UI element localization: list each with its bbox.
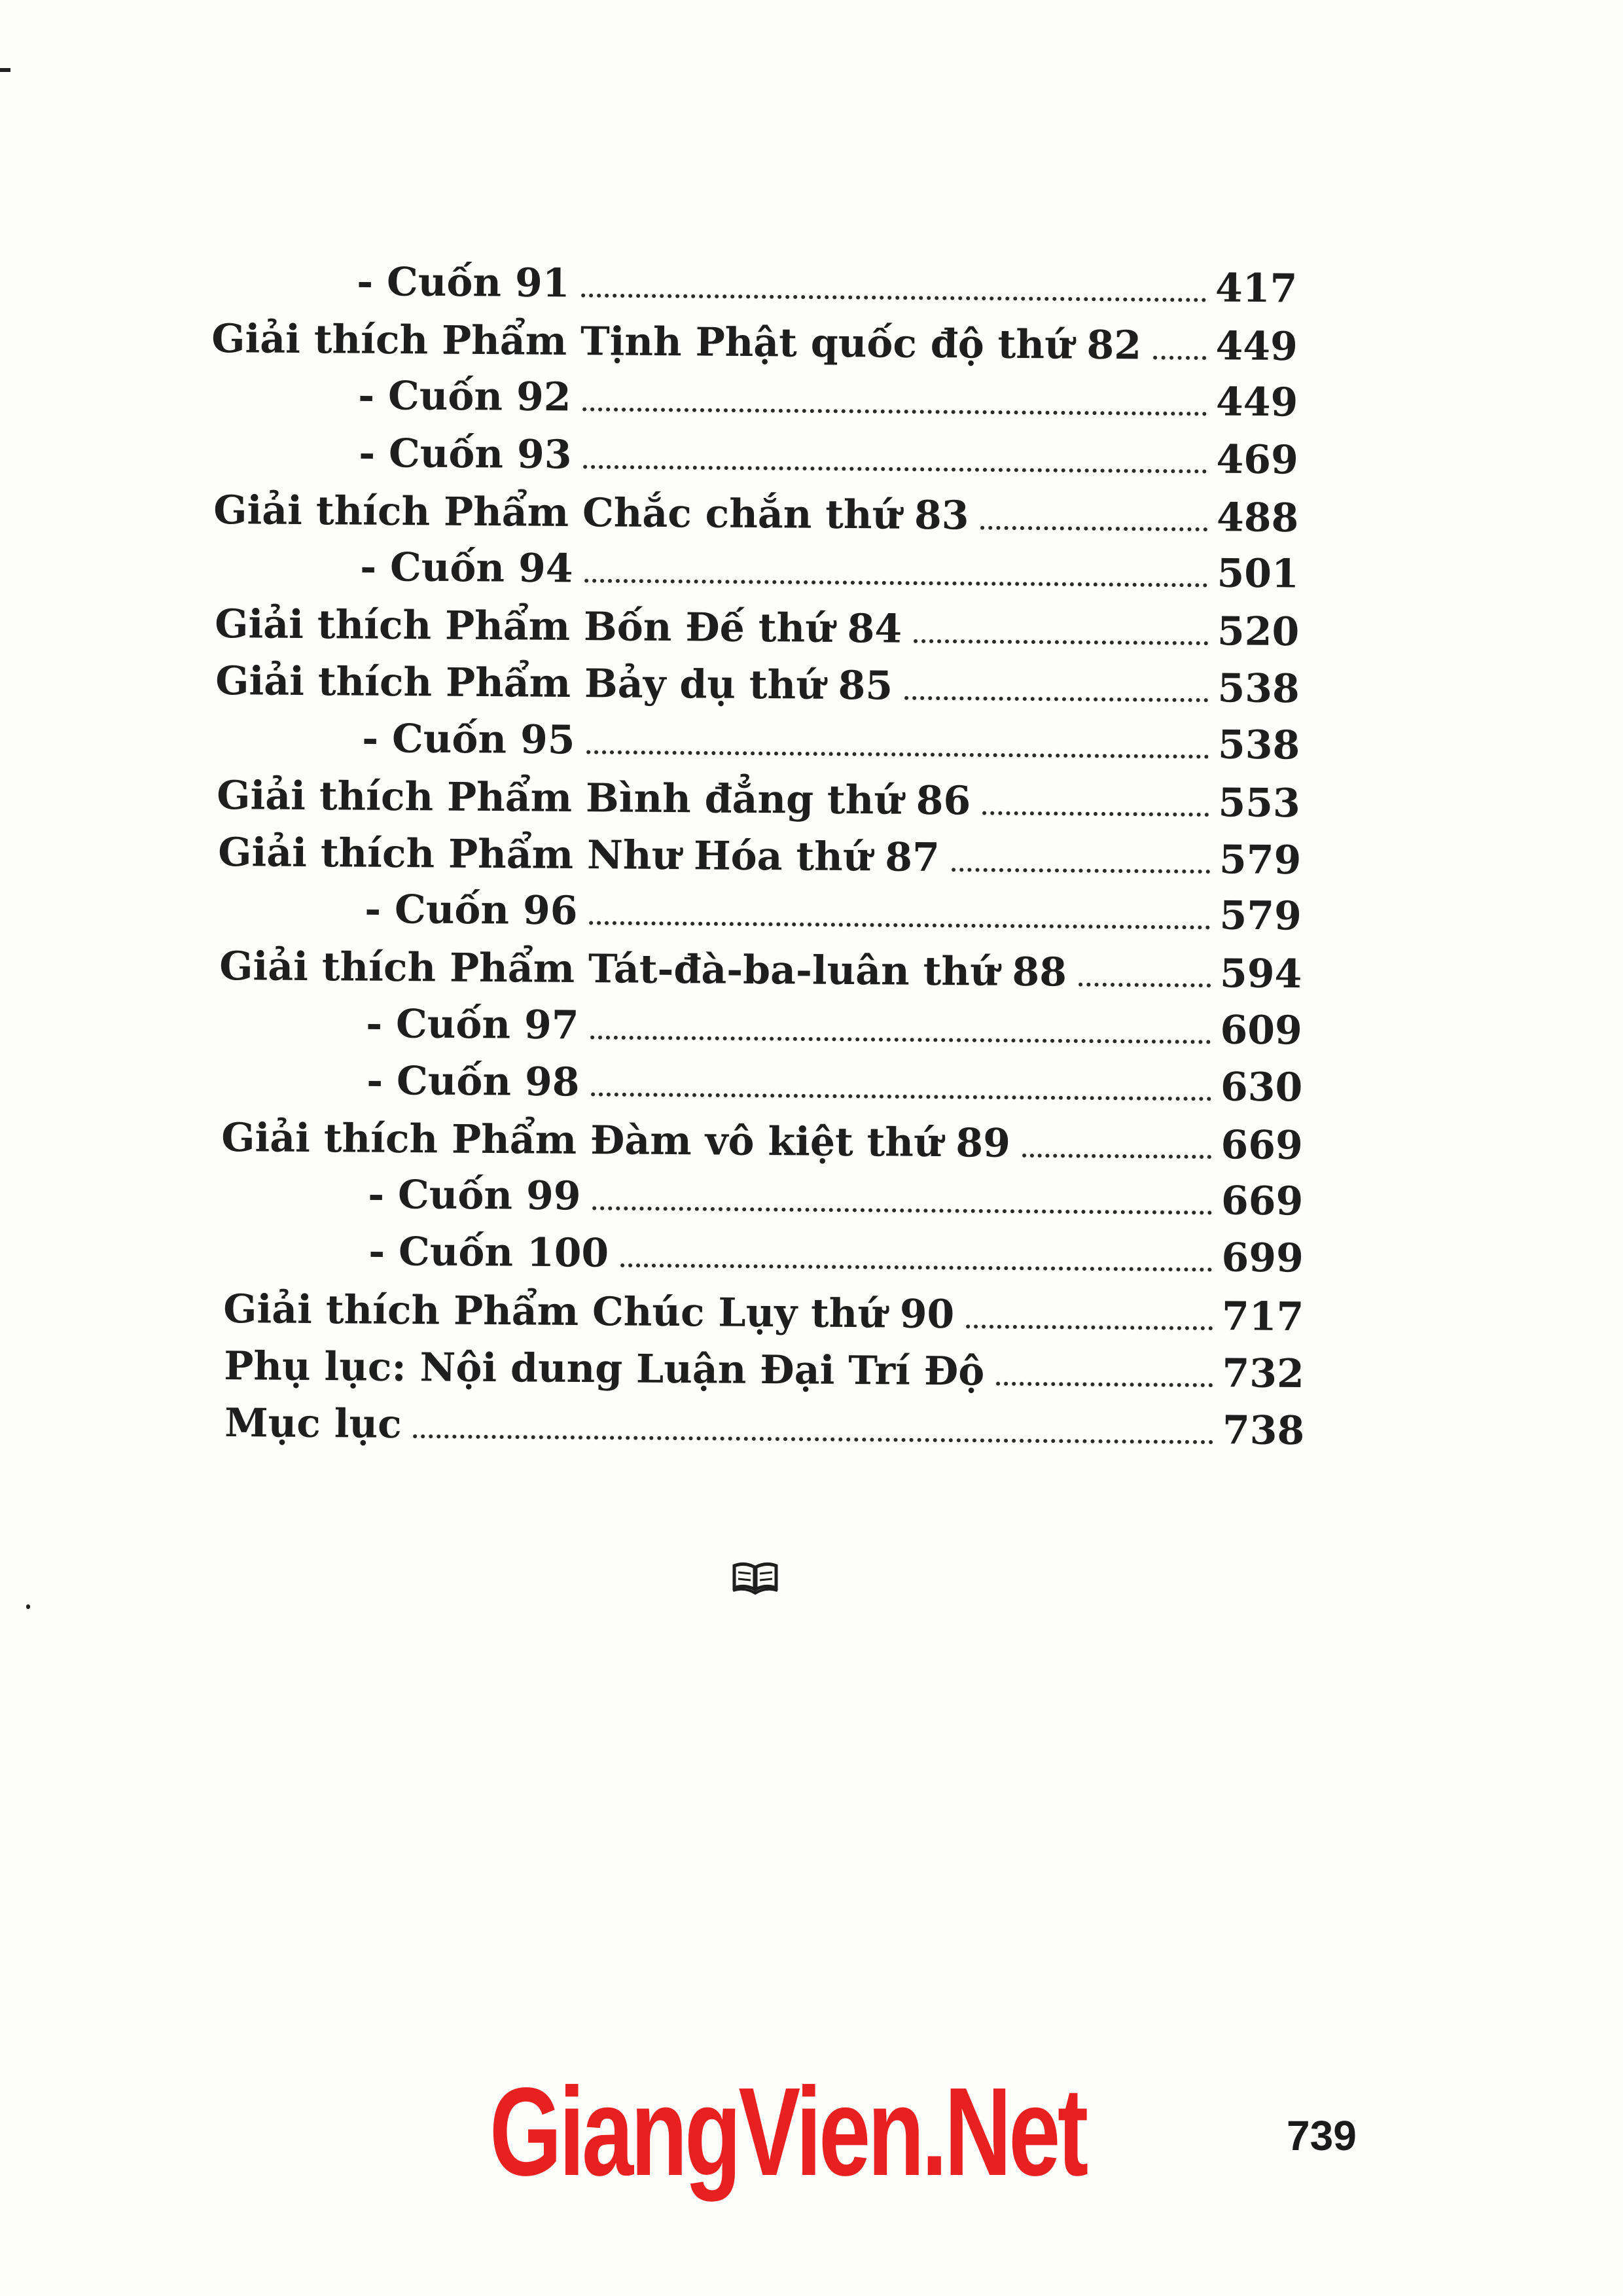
toc-entry-page: 579: [1219, 837, 1301, 884]
toc-entry: [359, 419, 1298, 485]
toc-dot-leader: [591, 1092, 1211, 1101]
toc-entry-page: 553: [1218, 780, 1301, 826]
toc-dot-leader: [904, 696, 1208, 702]
toc-entry-page: 501: [1217, 550, 1300, 597]
toc-dot-leader: [996, 1381, 1213, 1386]
toc-entry: [357, 247, 1298, 313]
toc-entry: [358, 361, 1298, 427]
toc-entry-page: 594: [1219, 951, 1302, 998]
toc-entry-page: 579: [1219, 892, 1302, 940]
toc-entry-title: Giải thích Phẩm Tát-đà-ba-luân thứ 88: [219, 944, 1067, 996]
toc-entry-page: 449: [1215, 380, 1298, 426]
toc-entry-title: - Cuốn 97: [365, 1000, 579, 1048]
toc-dot-leader: [966, 1324, 1213, 1330]
page-number: 739: [1287, 2112, 1357, 2159]
toc-entry-title: - Cuốn 99: [367, 1172, 581, 1220]
scan-speck: [26, 1604, 30, 1609]
toc-dot-leader: [592, 1207, 1212, 1215]
toc-entry-page: 449: [1215, 323, 1298, 370]
toc-entry-title: Mục lục: [224, 1400, 402, 1447]
toc-entry-page: 469: [1216, 436, 1299, 484]
open-book-icon: [732, 1559, 779, 1595]
toc-dot-leader: [1153, 356, 1207, 361]
toc-entry-title: - Cuốn 94: [360, 544, 573, 592]
toc-entry: [223, 1275, 1304, 1341]
toc-entry-page: 609: [1219, 1007, 1302, 1054]
toc-entry-title: - Cuốn 100: [368, 1229, 609, 1277]
toc-entry: [366, 1046, 1303, 1112]
toc-entry-page: 669: [1221, 1178, 1304, 1225]
toc-dot-leader: [981, 525, 1207, 531]
toc-dot-leader: [1022, 1154, 1212, 1159]
toc-entry-title: Giải thích Phẩm Như Hóa thứ 87: [217, 830, 940, 881]
toc-entry-title: - Cuốn 95: [362, 715, 576, 763]
toc-dot-leader: [589, 921, 1210, 930]
toc-dot-leader: [414, 1434, 1213, 1444]
toc-entry: [224, 1332, 1304, 1398]
toc-dot-leader: [587, 750, 1209, 758]
toc-dot-leader: [590, 1035, 1211, 1044]
toc-entry-title: Giải thích Phẩm Chúc Lụy thứ 90: [223, 1286, 955, 1337]
toc-entry-page: 538: [1217, 665, 1300, 713]
toc-entry: [368, 1217, 1304, 1282]
toc-dot-leader: [914, 639, 1208, 645]
toc-entry: [365, 875, 1302, 940]
toc-entry-page: 732: [1222, 1350, 1304, 1397]
toc-entry: [215, 590, 1300, 656]
watermark-logo: GiangVien.Net: [490, 2061, 1086, 2202]
toc-entry-page: 417: [1215, 265, 1298, 312]
toc-dot-leader: [1078, 983, 1210, 987]
toc-entry-page: 538: [1218, 722, 1300, 769]
toc-entry-title: Giải thích Phẩm Bình đẳng thứ 86: [217, 772, 971, 824]
toc-entry-title: Giải thích Phẩm Tịnh Phật quốc độ thứ 82: [211, 316, 1142, 369]
toc-entry-title: Giải thích Phẩm Chắc chắn thứ 83: [213, 487, 970, 539]
toc-entry-title: - Cuốn 93: [359, 430, 572, 478]
toc-dot-leader: [583, 465, 1207, 473]
toc-entry: [360, 533, 1299, 599]
toc-entry-title: - Cuốn 96: [364, 887, 578, 934]
toc-entry-title: Phụ lục: Nội dung Luận Đại Trí Độ: [223, 1343, 985, 1395]
toc-entry: [362, 704, 1300, 770]
toc-entry-page: 717: [1221, 1293, 1304, 1340]
toc-entry-page: 699: [1221, 1235, 1304, 1282]
toc-entry-page: 520: [1217, 609, 1300, 656]
toc-entry-title: - Cuốn 92: [358, 373, 571, 421]
toc-dot-leader: [620, 1263, 1212, 1272]
toc-dot-leader: [951, 868, 1209, 874]
toc-dot-leader: [983, 811, 1209, 817]
toc-entry-title: - Cuốn 91: [357, 259, 570, 307]
toc-dot-leader: [582, 408, 1207, 416]
toc-dot-leader: [581, 294, 1206, 302]
toc-entry-page: 630: [1220, 1064, 1303, 1111]
toc-entry: [366, 989, 1302, 1055]
toc-dot-leader: [585, 579, 1208, 588]
toc-entry-page: 669: [1220, 1122, 1303, 1169]
toc-entry: [224, 1388, 1305, 1455]
toc-entry-title: Giải thích Phẩm Đàm vô kiệt thứ 89: [221, 1115, 1010, 1167]
toc-entry-page: 738: [1222, 1407, 1305, 1455]
toc-entry-title: Giải thích Phẩm Bảy dụ thứ 85: [215, 658, 893, 709]
toc-entry-title: Giải thích Phẩm Bốn Đế thứ 84: [215, 601, 902, 652]
toc-entry-title: - Cuốn 98: [366, 1057, 580, 1106]
toc-entry: [368, 1160, 1304, 1226]
toc-entry: [217, 761, 1300, 828]
toc-entry-page: 488: [1216, 495, 1299, 541]
